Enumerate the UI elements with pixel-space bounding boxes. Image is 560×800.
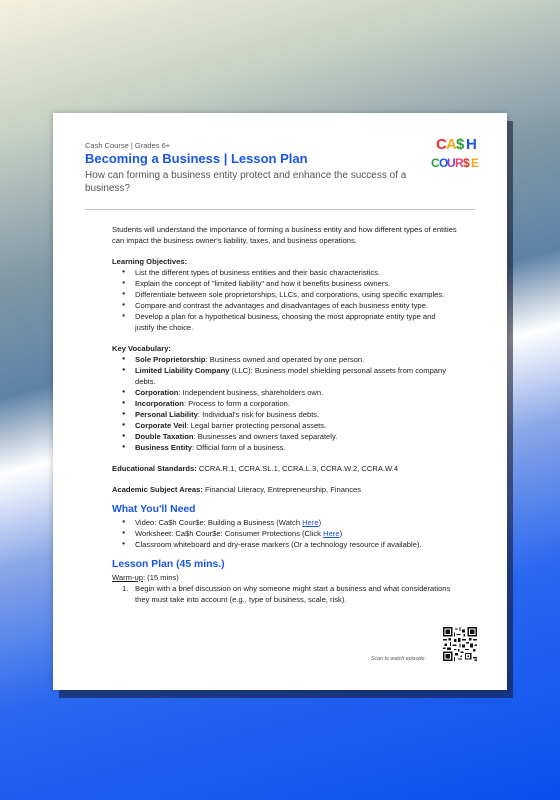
intro-paragraph: Students will understand the importance of forming a business entity and how different types of entities can impact the business owner's liability, taxes, and business operations. [112,225,457,245]
standards-line [112,463,457,474]
vocab-definition: : Process to form a corporation. [183,399,290,408]
warmup-label: Warm-up [112,573,143,582]
list-item [122,583,457,605]
lesson-body [112,224,457,605]
vocab-term: Corporate Veil [135,421,187,430]
logo-letter: R [455,156,464,170]
materials-list [112,517,457,550]
standards-label: Educational Standards: [112,464,197,473]
list-item [135,517,457,528]
material-text: Video: Ca$h Cour$e: Building a Business (Watch [135,518,303,527]
list-item: ● Explain the concept of "limited liability" and how it benefits business owners. [135,278,457,289]
header-divider [85,209,475,210]
logo-letter: $ [456,136,465,153]
vocab-definition: : Individual's risk for business debts. [197,410,320,419]
vocab-term: Business Entity [135,443,192,452]
course-label: Cash Course | Grades 6+ [85,141,171,150]
vocab-definition: : Business owned and operated by one person. [205,355,365,364]
standards-value: CCRA.R.1, CCRA.SL.1, CCRA.L.3, CCRA.W.2, CCRA.W.4 [196,464,399,473]
vocab-term: Limited Liability Company [135,366,230,375]
vocabulary-list [112,354,457,453]
list-item [135,354,457,365]
subjects-value: Financial Literacy, Entrepreneurship, Finances [202,485,362,494]
vocabulary-label: Key Vocabulary: [112,344,171,353]
step-number: 1. [122,584,129,593]
vocab-term: Double Taxation [135,432,194,441]
lesson-plan-page [53,113,507,690]
subjects-line [112,484,457,495]
vocab-definition: : Legal barrier protecting personal assets. [186,421,327,430]
vocab-term: Corporation [135,388,179,397]
list-item: ● Develop a plan for a hypothetical business, choosing the most appropriate entity type and justify the choice. [135,311,457,333]
vocab-term: Sole Proprietorship [135,355,206,364]
lesson-plan-heading: Lesson Plan (45 mins.) [112,559,225,570]
list-item [135,420,457,431]
need-heading: What You'll Need [112,504,196,515]
list-item [135,398,457,409]
vocab-term: Incorporation [135,399,184,408]
logo-letter: E [471,156,479,170]
warmup-time: : (15 mins) [142,573,179,582]
list-item [135,431,457,442]
logo-letter: C [436,136,447,153]
material-suffix: ) [318,518,322,527]
step-text: Begin with a brief discussion on why someone might start a business and what considerations they must take into account (e.g., type of business, scale, risk). [135,584,451,604]
logo-letter: O [439,156,449,170]
list-item [135,387,457,398]
vocab-definition: : Independent business, shareholders own. [178,388,324,397]
cash-course-logo [431,133,479,173]
list-item: ● List the different types of business entities and their basic characteristics. [135,267,457,278]
objectives-list [112,267,457,333]
vocab-definition: (LLC): Business model shielding personal assets from company debts. [135,366,447,386]
vocab-term: Personal Liability [135,410,198,419]
list-item [135,528,457,539]
objectives-label: Learning Objectives: [112,257,188,266]
vocab-definition: : Official form of a business. [191,443,286,452]
list-item: ● Classroom whiteboard and dry-erase markers (Or a technology resource if available). [135,539,457,550]
material-text: Worksheet: Ca$h Cour$e: Consumer Protections (Click [135,529,324,538]
logo-letter: H [466,136,477,153]
list-item: ● Compare and contrast the advantages and disadvantages of each business entity type. [135,300,457,311]
qr-caption: Scan to watch episode: [371,656,426,662]
steps-list [112,583,457,605]
logo-letter: C [431,156,440,170]
list-item [135,409,457,420]
logo-letter: U [447,156,456,170]
material-suffix: ) [339,529,343,538]
logo-letter: $ [463,156,470,170]
subjects-label: Academic Subject Areas: [112,485,203,494]
qr-code[interactable] [443,627,477,661]
list-item [135,365,457,387]
warmup-line [112,572,457,583]
page-title: Becoming a Business | Lesson Plan [85,151,308,166]
list-item: ● Differentiate between sole proprietorships, LLCs, and corporations, using specific examples. [135,289,457,300]
video-link[interactable]: Here [302,518,319,527]
worksheet-link[interactable]: Here [323,529,340,538]
list-item [135,442,457,453]
logo-letter: A [446,136,457,153]
vocab-definition: : Businesses and owners taxed separately. [193,432,338,441]
page-subtitle: How can forming a business entity protect and enhance the success of a business? [85,170,407,194]
